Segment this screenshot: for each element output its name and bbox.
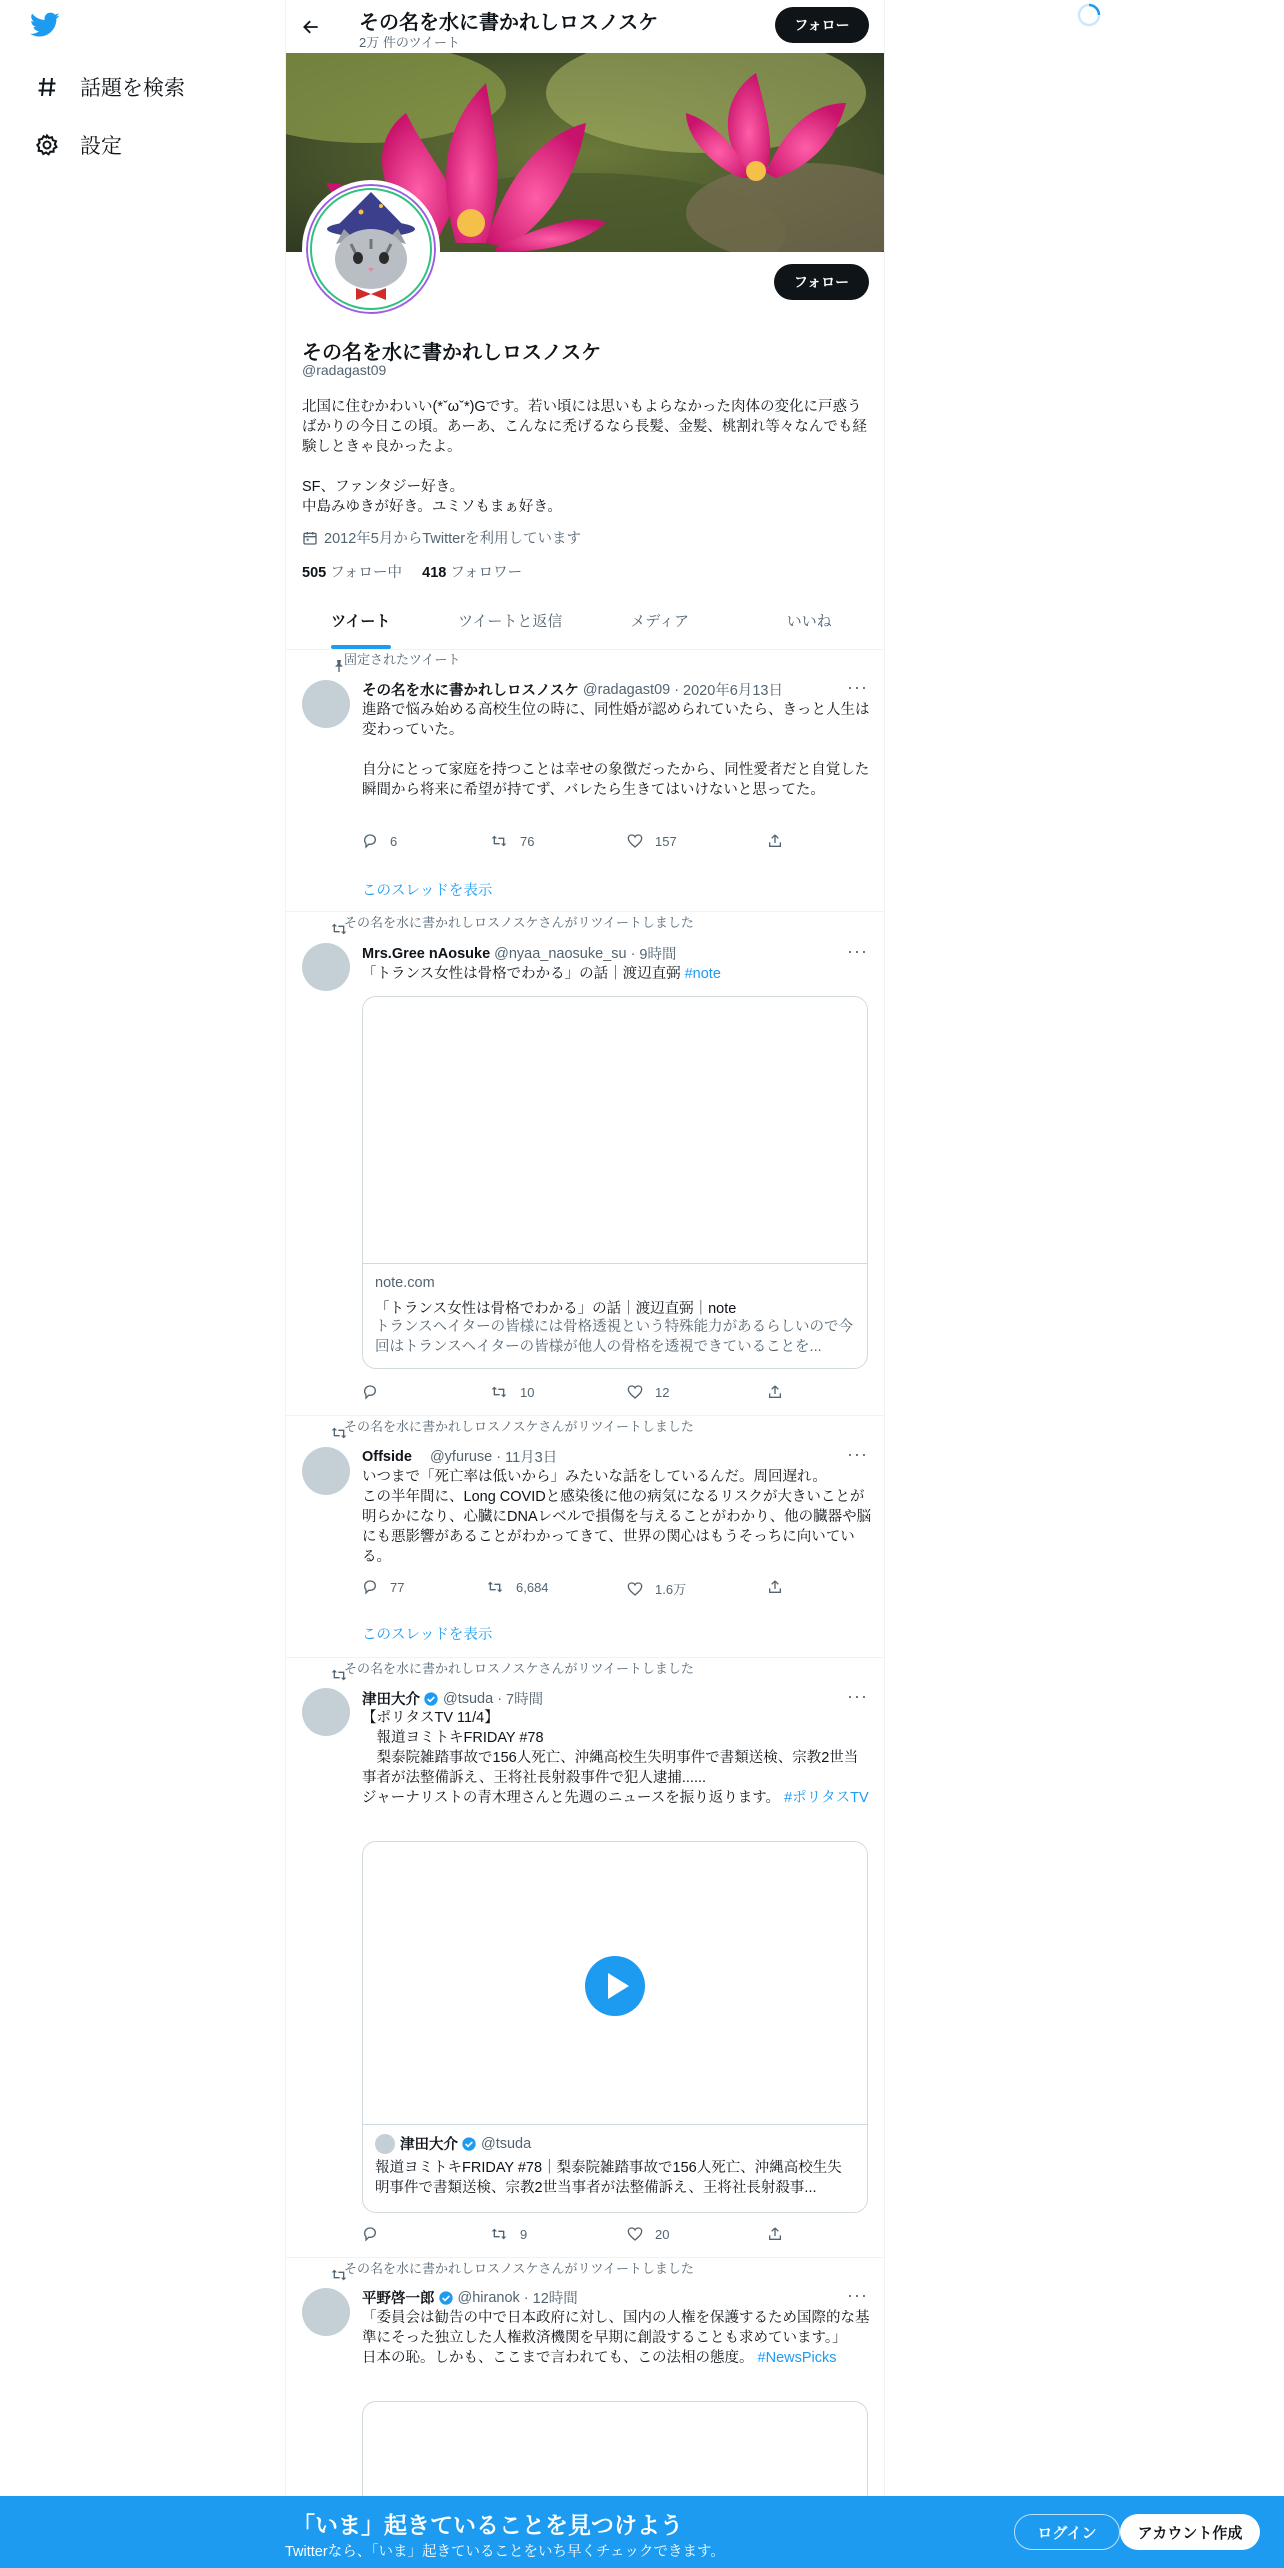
tweet-header: Mrs.Gree nAosuke @nyaa_naosuke_su · 9時間: [362, 943, 677, 964]
card-avatar: [375, 2134, 395, 2154]
tweet-text: 「トランス女性は骨格でわかる」の話｜渡辺直弼 #note: [362, 966, 721, 982]
avatar[interactable]: [302, 2288, 350, 2336]
profile-joined: [302, 527, 581, 548]
tweet-handle[interactable]: @radagast09: [582, 681, 671, 698]
tweet-time[interactable]: 7時間: [506, 1692, 544, 1708]
joined-text: 2012年5月からTwitterを利用しています: [324, 531, 582, 547]
login-button[interactable]: ログイン: [1014, 2514, 1120, 2550]
heart-icon: [627, 833, 643, 849]
profile-tabs: [286, 596, 884, 650]
calendar-icon: [302, 530, 318, 546]
following-link[interactable]: 505 フォロー中: [302, 565, 403, 581]
show-thread-link[interactable]: このスレッドを表示: [362, 1627, 493, 1643]
play-icon[interactable]: [585, 1956, 645, 2016]
heart-icon: [627, 2226, 643, 2242]
retweet-button[interactable]: 9: [490, 2226, 527, 2242]
signup-banner: [0, 2496, 1284, 2568]
tweet-handle[interactable]: @tsuda: [443, 1690, 494, 1707]
reply-icon: [362, 2226, 378, 2242]
like-button[interactable]: 1.6万: [627, 1579, 686, 1598]
video-player[interactable]: [363, 1842, 867, 2125]
twitter-logo-icon[interactable]: [30, 12, 66, 44]
tweet-handle[interactable]: @yfuruse: [429, 1448, 493, 1465]
share-button[interactable]: [767, 833, 783, 849]
tweet-author[interactable]: Mrs.Gree nAosuke: [362, 945, 491, 962]
card-domain: note.com: [375, 1275, 435, 1291]
tweet-author[interactable]: 津田大介: [362, 1692, 420, 1708]
more-icon[interactable]: ···: [847, 677, 868, 697]
tweet-retweet-offside[interactable]: その名を水に書かれしロスノスケさんがリツイートしました Offside @yfuruse · 11月3日 ··· いつまで「死亡率は低いから」みたいな話をしているんだ。周回遅れ。 この半年間に、Long COVIDと感染後に他の病気になるリスクが大きいことが明らかになり、心臓にDNAレベルで損傷を与えることがわかり、他の臓器や脳にも悪影響があることがわかってきて、世界の関心はもうそっちに向いている。 77 6,684 1.6万 このスレッドを表示: [286, 1416, 884, 1658]
tweet-retweet-tsuda[interactable]: その名を水に書かれしロスノスケさんがリツイートしました 津田大介 @tsuda · 7時間 ··· 【ポリタスTV 11/4】 報道ヨミトキFRIDAY #78 梨泰院雑踏事故で156人死亡、沖縄高校生失明事件で書類送検、宗教2世当事者が法整備訴え、王将社長射殺事件で犯人逮捕...... ジャーナリストの青木理さんと先週のニュースを振り返ります。 #ポリタスTV 津田大介 @tsuda 報道ヨミトキFRIDAY #78｜梨泰院雑踏事故で156人死亡、沖縄高校生失明事件で書類送検、宗教2世当事者が法整備訴え、王将社長射殺事... 9 20: [286, 1658, 884, 2258]
followers-link[interactable]: 418 フォロワー: [422, 565, 523, 581]
reply-icon: [362, 833, 378, 849]
tweet-header: 平野啓一郎 @hiranok · 12時間: [362, 2287, 578, 2308]
verified-badge-icon: [423, 1691, 439, 1707]
nav-explore-label: 話題を検索: [80, 77, 185, 100]
tweet-author[interactable]: 平野啓一郎: [362, 2291, 435, 2307]
card-image: [363, 997, 867, 1264]
card-author: 津田大介 @tsuda: [375, 2133, 531, 2154]
more-icon[interactable]: ···: [847, 1686, 868, 1706]
share-button[interactable]: [767, 1384, 783, 1400]
tab-media[interactable]: メディア: [630, 613, 690, 630]
page-title: その名を水に書かれしロスノスケ: [359, 12, 659, 34]
main-column: [285, 0, 885, 2568]
tweet-header: Offside @yfuruse · 11月3日: [362, 1446, 557, 1467]
retweet-icon: [490, 1384, 508, 1400]
tab-likes[interactable]: いいね: [786, 613, 832, 630]
retweet-button[interactable]: 6,684: [486, 1579, 549, 1595]
tweet-actions: [362, 1579, 802, 1599]
tweet-author[interactable]: その名を水に書かれしロスノスケ: [362, 683, 579, 699]
avatar[interactable]: [302, 943, 350, 991]
header-follow-button[interactable]: フォロー: [775, 7, 869, 43]
tweet-actions: [362, 1384, 802, 1404]
heart-icon: [627, 1384, 643, 1400]
tweet-time[interactable]: 12時間: [532, 2291, 578, 2307]
tweet-retweet-note[interactable]: その名を水に書かれしロスノスケさんがリツイートしました Mrs.Gree nAosuke @nyaa_naosuke_su · 9時間 ··· 「トランス女性は骨格でわかる」の話｜渡辺直弼 #note note.com 「トランス女性は骨格でわかる」の話｜渡辺直弼｜note トランスヘイターの皆様には骨格透視という特殊能力があるらしいので今回はトランスヘイターの皆様が他人の骨格を透視できていることを... 10 12: [286, 912, 884, 1416]
tweet-time[interactable]: 9時間: [639, 947, 677, 963]
tweet-header: その名を水に書かれしロスノスケ @radagast09 · 2020年6月13日: [362, 679, 783, 700]
show-thread-link[interactable]: このスレッドを表示: [362, 883, 493, 899]
tweet-pinned[interactable]: 固定されたツイート その名を水に書かれしロスノスケ @radagast09 · 2020年6月13日 ··· 進路で悩み始める高校生位の時に、同性婚が認められていたら、きっと人生は変わっていた。 自分にとって家庭を持つことは幸せの象徴だったから、同性愛者だと自覚した瞬間から将来に希望が持てず、バレたら生きてはいけないと思ってた。 6 76 157 このスレッドを表示: [286, 650, 884, 912]
tab-tweets-replies[interactable]: ツイートと返信: [458, 613, 563, 630]
profile-bio: 北国に住むかわいい(*ˇωˇ*)Gです。若い頃には思いもよらなかった肉体の変化に戸惑うばかりの今日この頃。あーあ、こんなに禿げるなら長髪、金髪、桃割れ等々なんでも経験しときゃ良かったよ。 SF、ファンタジー好き。 中島みゆきが好き。ユミソもまぁ好き。: [302, 399, 867, 515]
verified-badge-icon: [438, 2290, 454, 2306]
profile-header-bar: [286, 0, 884, 53]
avatar-image: [306, 184, 436, 314]
verified-badge-icon: [461, 2136, 477, 2152]
hashtag-link[interactable]: #NewsPicks: [757, 2350, 837, 2366]
tweet-actions: [362, 2226, 802, 2246]
profile-name: その名を水に書かれしロスノスケ: [302, 342, 602, 364]
like-button[interactable]: 157: [627, 833, 677, 849]
tweet-actions: [362, 833, 802, 853]
hashtag-link[interactable]: #note: [684, 966, 721, 982]
avatar[interactable]: [302, 680, 350, 728]
tab-tweets[interactable]: ツイート: [286, 596, 436, 649]
loading-spinner-icon: [1076, 2, 1102, 28]
card-description: 報道ヨミトキFRIDAY #78｜梨泰院雑踏事故で156人死亡、沖縄高校生失明事件で書類送検、宗教2世当事者が法整備訴え、王将社長射殺事...: [375, 2160, 842, 2196]
more-icon[interactable]: ···: [847, 2285, 868, 2305]
reply-icon: [362, 1579, 378, 1595]
tweet-handle[interactable]: @hiranok: [457, 2289, 520, 2306]
tweet-text: 【ポリタスTV 11/4】 報道ヨミトキFRIDAY #78 梨泰院雑踏事故で156人死亡、沖縄高校生失明事件で書類送検、宗教2世当事者が法整備訴え、王将社長射殺事件で犯人逮捕...... ジャーナリストの青木理さんと先週のニュースを振り返ります。 #ポリタスTV: [362, 1710, 869, 1806]
profile-stats: [302, 561, 522, 582]
nav-settings[interactable]: [32, 125, 122, 165]
hashtag-icon: [32, 72, 62, 102]
profile-handle: @radagast09: [302, 362, 387, 378]
retweet-button[interactable]: 76: [490, 833, 534, 849]
signup-banner-subtitle: Twitterなら、「いま」起きていることをいち早くチェックできます。: [285, 2544, 725, 2560]
gear-icon: [32, 130, 62, 160]
reply-button[interactable]: [362, 1384, 390, 1400]
like-button[interactable]: 20: [627, 2226, 669, 2242]
share-icon: [767, 1579, 783, 1595]
card-description: トランスヘイターの皆様には骨格透視という特殊能力があるらしいので今回はトランスヘイターの皆様が他人の骨格を透視できていることを...: [375, 1319, 854, 1355]
heart-icon: [627, 1581, 643, 1597]
tweet-time[interactable]: 11月3日: [505, 1450, 558, 1466]
retweet-button[interactable]: 10: [490, 1384, 534, 1400]
nav-settings-label: 設定: [80, 135, 122, 158]
share-button[interactable]: [767, 1579, 783, 1595]
card-title: 「トランス女性は骨格でわかる」の話｜渡辺直弼｜note: [375, 1301, 737, 1317]
back-arrow-icon[interactable]: [296, 12, 326, 42]
reply-button[interactable]: 77: [362, 1579, 404, 1595]
reply-icon: [362, 1384, 378, 1400]
share-icon: [767, 2226, 783, 2242]
like-button[interactable]: 12: [627, 1384, 669, 1400]
tweet-text: 「委員会は勧告の中で日本政府に対し、国内の人権を保護するため国際的な基準にそった独立した人権救済機関を早期に創設することも求めています。」 日本の恥。しかも、ここまで言われても、この法相の態度。 #NewsPicks: [362, 2310, 870, 2366]
more-icon[interactable]: ···: [847, 1444, 868, 1464]
profile-follow-button[interactable]: フォロー: [774, 264, 869, 300]
share-icon: [767, 1384, 783, 1400]
share-icon: [767, 833, 783, 849]
tweet-handle[interactable]: @nyaa_naosuke_su: [494, 945, 627, 962]
tweet-text: いつまで「死亡率は低いから」みたいな話をしているんだ。周回遅れ。 この半年間に、Long COVIDと感染後に他の病気になるリスクが大きいことが明らかになり、心臓にDNAレベルで損傷を与えることがわかり、他の臓器や脳にも悪影響があることがわかってきて、世界の関心はもうそっちに向いている。: [362, 1469, 872, 1565]
reply-button[interactable]: 6: [362, 833, 397, 849]
avatar[interactable]: [302, 1688, 350, 1736]
more-icon[interactable]: ···: [847, 941, 868, 961]
hashtag-link[interactable]: #ポリタスTV: [784, 1790, 869, 1806]
nav-explore[interactable]: [32, 67, 185, 107]
retweet-icon: [490, 833, 508, 849]
reply-button[interactable]: [362, 2226, 390, 2242]
tweet-header: 津田大介 @tsuda · 7時間: [362, 1688, 543, 1709]
tweet-retweet-hirano[interactable]: その名を水に書かれしロスノスケさんがリツイートしました 平野啓一郎 @hiranok · 12時間 ··· 「委員会は勧告の中で日本政府に対し、国内の人権を保護するため国際的な基準にそった独立した人権救済機関を早期に創設することも求めています。」 日本の恥。しかも、ここまで言われても、この法相の態度。 #NewsPicks: [286, 2258, 884, 2568]
link-card[interactable]: [362, 996, 868, 1369]
tweet-count: 2万 件のツイート: [359, 35, 460, 50]
signup-button[interactable]: アカウント作成: [1120, 2514, 1260, 2550]
share-button[interactable]: [767, 2226, 783, 2242]
retweet-icon: [490, 2226, 508, 2242]
avatar[interactable]: [302, 1447, 350, 1495]
tweet-text: 進路で悩み始める高校生位の時に、同性婚が認められていたら、きっと人生は変わっていた。 自分にとって家庭を持つことは幸せの象徴だったから、同性愛者だと自覚した瞬間から将来に希望が持てず、バレたら生きてはいけないと思ってた。: [362, 702, 870, 798]
tweet-author[interactable]: Offside: [362, 1448, 412, 1465]
video-card[interactable]: [362, 1841, 868, 2213]
retweet-icon: [486, 1579, 504, 1595]
tweet-time[interactable]: 2020年6月13日: [683, 683, 783, 699]
signup-banner-title: 「いま」起きていることを見つけよう: [292, 2512, 683, 2538]
profile-avatar[interactable]: [302, 180, 440, 318]
